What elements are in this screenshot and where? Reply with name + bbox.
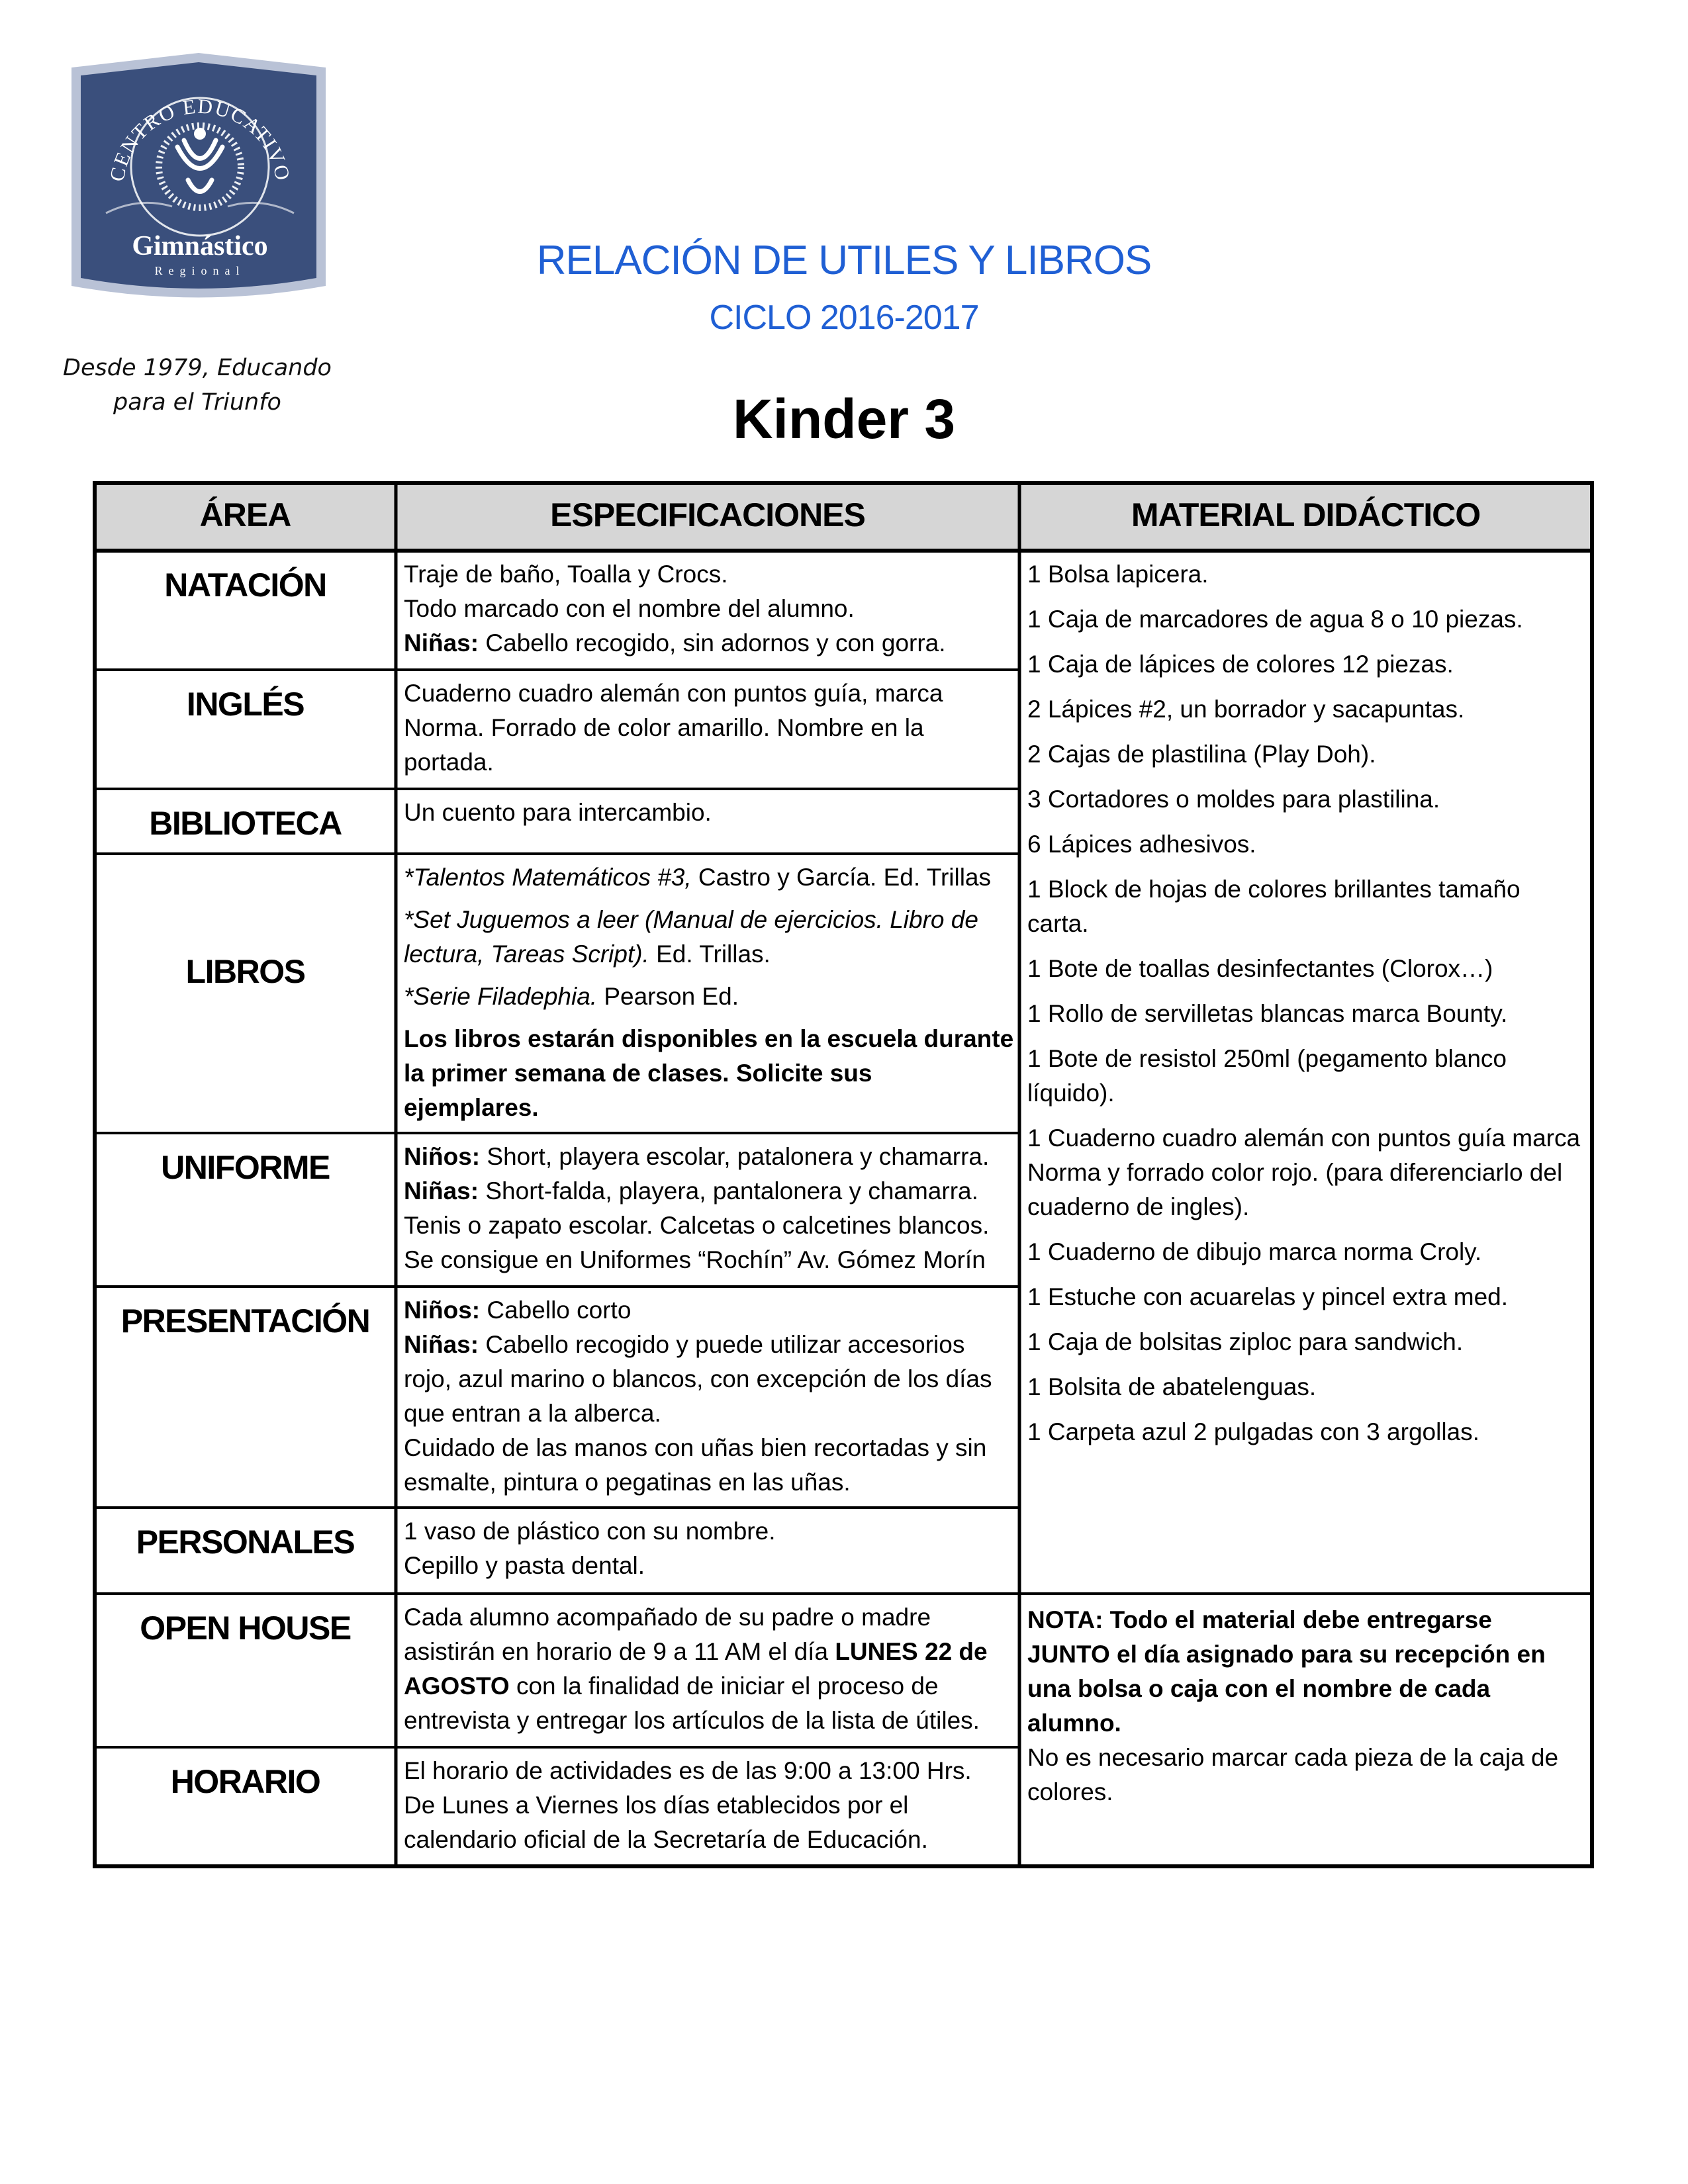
material-item: 2 Cajas de plastilina (Play Doh). xyxy=(1027,741,1376,768)
area-horario: HORARIO xyxy=(170,1763,320,1800)
spec-line: Traje de baño, Toalla y Crocs. xyxy=(404,561,728,588)
spec-text: asistirán en horario de 9 a 11 AM el día xyxy=(404,1638,835,1665)
spec-horario xyxy=(396,1747,1019,1866)
motto-line-1: Desde 1979, Educando xyxy=(63,355,332,381)
spec-text: Cabello corto xyxy=(480,1297,632,1324)
material-item: 1 Cuaderno de dibujo marca norma Croly. xyxy=(1027,1238,1482,1265)
bold-label: Niñas: xyxy=(404,1177,479,1205)
material-item: 1 Caja de lápices de colores 12 piezas. xyxy=(1027,651,1454,678)
spec-line: portada. xyxy=(404,749,494,776)
note-line-bold: JUNTO el día asignado para su recepción en xyxy=(1027,1641,1546,1668)
spec-line-bold: la primer semana de clases. Solicite sus xyxy=(404,1060,872,1087)
note-line: colores. xyxy=(1027,1778,1113,1805)
material-item: 1 Bote de resistol 250ml (pegamento blanco líquido). xyxy=(1027,1045,1507,1107)
spec-line xyxy=(404,1635,1019,1669)
spec-libros xyxy=(396,854,1019,1133)
material-item: 1 Carpeta azul 2 pulgadas con 3 argollas. xyxy=(1027,1418,1479,1445)
spec-line xyxy=(404,979,1019,1014)
spec-line xyxy=(404,1669,1019,1704)
material-item: 1 Rollo de servilletas blancas marca Bounty. xyxy=(1027,1000,1508,1027)
spec-text: Ed. Trillas. xyxy=(649,940,771,968)
material-item: 1 Bolsa lapicera. xyxy=(1027,561,1209,588)
spec-presentacion xyxy=(396,1287,1019,1508)
book-title: *Talentos Matemáticos #3, xyxy=(404,864,692,891)
logo-arc-text: CENTRO EDUCATIVO xyxy=(105,94,295,183)
page-title: RELACIÓN DE UTILES Y LIBROS xyxy=(536,238,1152,283)
area-biblioteca: BIBLIOTECA xyxy=(149,805,342,842)
spec-line: Cuaderno cuadro alemán con puntos guía, marca xyxy=(404,680,943,707)
spec-line: rojo, azul marino o blancos, con excepción de los días xyxy=(404,1365,992,1392)
spec-line xyxy=(404,1140,1019,1174)
material-item: 1 Bote de toallas desinfectantes (Clorox…) xyxy=(1027,955,1493,982)
material-list xyxy=(1019,551,1592,1594)
spec-line: Un cuento para intercambio. xyxy=(404,799,712,826)
book-title: *Set Juguemos a leer (Manual de ejercicios. Libro de xyxy=(404,906,978,933)
bold-date: LUNES 22 de xyxy=(835,1638,988,1665)
spec-line: Tenis o zapato escolar. Calcetas o calcetines blancos. xyxy=(404,1212,990,1239)
bold-label: Niñas: xyxy=(404,1331,479,1358)
area-personales: PERSONALES xyxy=(136,1524,355,1561)
spec-text: Short, playera escolar, patalonera y chamarra. xyxy=(480,1143,990,1170)
material-item: 6 Lápices adhesivos. xyxy=(1027,831,1256,858)
material-item: 1 Estuche con acuarelas y pincel extra med. xyxy=(1027,1283,1508,1310)
material-item: 1 Bolsita de abatelenguas. xyxy=(1027,1373,1317,1400)
logo-sub: Regional xyxy=(154,264,246,277)
area-natacion: NATACIÓN xyxy=(164,567,326,604)
material-item: 1 Cuaderno cuadro alemán con puntos guía marca Norma y forrado color rojo. (para diferenciarlo del cuaderno de ingles). xyxy=(1027,1124,1581,1220)
spec-open-house xyxy=(396,1594,1019,1747)
motto-line-2: para el Triunfo xyxy=(113,389,281,416)
header-specifications: ESPECIFICACIONES xyxy=(396,483,1019,551)
spec-line: Cada alumno acompañado de su padre o madre xyxy=(404,1604,931,1631)
note-line-bold: NOTA: Todo el material debe entregarse xyxy=(1027,1606,1492,1633)
area-libros: LIBROS xyxy=(185,953,305,990)
page-subtitle: CICLO 2016-2017 xyxy=(709,298,979,337)
header-area: ÁREA xyxy=(95,483,396,551)
area-ingles: INGLÉS xyxy=(186,686,305,723)
spec-line: entrevista y entregar los artículos de la lista de útiles. xyxy=(404,1707,980,1734)
bold-label: Niños: xyxy=(404,1297,481,1324)
spec-line-bold: Los libros estarán disponibles en la escuela durante xyxy=(404,1025,1014,1052)
spec-line: Se consigue en Uniformes “Rochín” Av. Gómez Morín xyxy=(404,1246,986,1273)
spec-line xyxy=(404,1293,1019,1328)
material-item: 3 Cortadores o moldes para plastilina. xyxy=(1027,786,1440,813)
spec-line: 1 vaso de plástico con su nombre. xyxy=(404,1518,776,1545)
material-item: 1 Caja de bolsitas ziploc para sandwich. xyxy=(1027,1328,1464,1355)
spec-line: esmalte, pintura o pegatinas en las uñas. xyxy=(404,1469,851,1496)
area-uniforme: UNIFORME xyxy=(161,1149,330,1186)
spec-text: con la finalidad de iniciar el proceso de xyxy=(509,1672,939,1700)
spec-natacion xyxy=(396,551,1019,670)
spec-biblioteca xyxy=(396,789,1019,854)
spec-line xyxy=(404,1328,1019,1362)
material-item: 1 Caja de marcadores de agua 8 o 10 piezas. xyxy=(1027,606,1523,633)
spec-line-bold: ejemplares. xyxy=(404,1094,539,1121)
spec-line xyxy=(404,937,1019,972)
note-line-bold: una bolsa o caja con el nombre de cada xyxy=(1027,1675,1491,1702)
note-box xyxy=(1019,1594,1592,1866)
material-item: 2 Lápices #2, un borrador y sacapuntas. xyxy=(1027,696,1465,723)
spec-line: De Lunes a Viernes los días etablecidos por el xyxy=(404,1792,909,1819)
bold-date: AGOSTO xyxy=(404,1672,510,1700)
area-open-house: OPEN HOUSE xyxy=(140,1610,351,1647)
logo-name: Gimnástico xyxy=(132,231,268,261)
spec-line: calendario oficial de la Secretaría de Educación. xyxy=(404,1826,928,1853)
area-presentacion: PRESENTACIÓN xyxy=(120,1302,370,1340)
note-line-bold: alumno. xyxy=(1027,1709,1121,1737)
spec-line: Cuidado de las manos con uñas bien recortadas y sin xyxy=(404,1434,987,1461)
spec-personales xyxy=(396,1508,1019,1594)
note-line: No es necesario marcar cada pieza de la caja de xyxy=(1027,1744,1559,1771)
spec-line xyxy=(404,860,1019,895)
spec-line: El horario de actividades es de las 9:00 a 13:00 Hrs. xyxy=(404,1757,972,1784)
spec-line: Todo marcado con el nombre del alumno. xyxy=(404,595,855,622)
spec-line: que entran a la alberca. xyxy=(404,1400,661,1427)
spec-text: Castro y García. Ed. Trillas xyxy=(691,864,992,891)
book-title: *Serie Filadephia. xyxy=(404,983,598,1010)
bold-label: Niños: xyxy=(404,1143,481,1170)
book-title: lectura, Tareas Script). xyxy=(404,940,649,968)
header-material: MATERIAL DIDÁCTICO xyxy=(1019,483,1592,551)
spec-text: Pearson Ed. xyxy=(597,983,739,1010)
spec-text: Short-falda, playera, pantalonera y chamarra. xyxy=(479,1177,978,1205)
spec-line: Norma. Forrado de color amarillo. Nombre en la xyxy=(404,714,924,741)
spec-uniforme xyxy=(396,1133,1019,1287)
grade-title: Kinder 3 xyxy=(732,388,956,450)
spec-text: Cabello recogido, sin adornos y con gorra. xyxy=(479,629,946,657)
spec-ingles xyxy=(396,670,1019,789)
spec-line: Cepillo y pasta dental. xyxy=(404,1552,645,1579)
spec-line xyxy=(404,1174,1019,1208)
spec-line xyxy=(404,626,1019,660)
bold-label: Niñas: xyxy=(404,629,479,657)
spec-text: Cabello recogido y puede utilizar accesorios xyxy=(479,1331,965,1358)
material-item: 1 Block de hojas de colores brillantes tamaño carta. xyxy=(1027,876,1521,937)
